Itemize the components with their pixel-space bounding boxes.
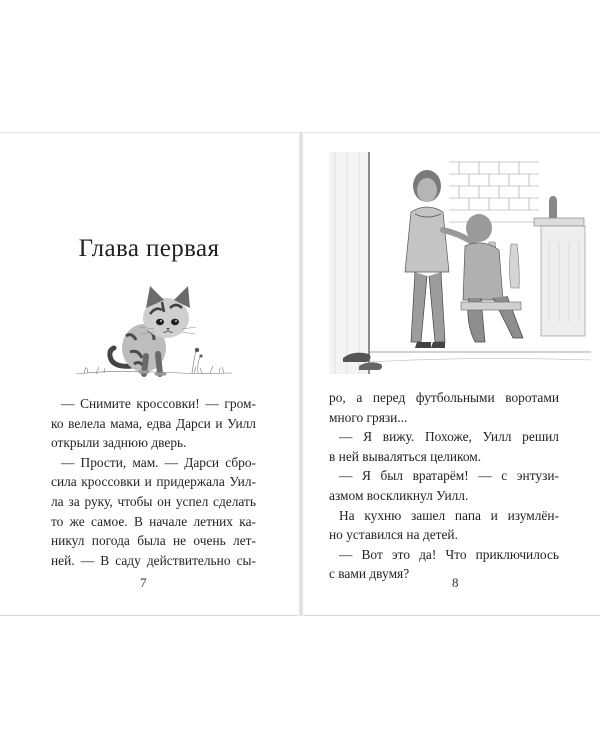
text-line: ро, а перед футбольными воротами	[329, 390, 559, 405]
text-line: азмом воскликнул Уилл.	[329, 487, 469, 503]
right-page	[304, 132, 600, 616]
text-line: — Вот это да! Что приключилось	[339, 546, 559, 562]
children-illustration	[329, 152, 591, 374]
text-line: но уставился на детей.	[329, 527, 458, 543]
page-number: 8	[452, 575, 459, 590]
text-line: никул погода была не очень лет-	[51, 533, 256, 549]
text-line: открыли заднюю дверь.	[51, 435, 187, 451]
text-line: — Я был вратарём! — с энтузи-	[339, 468, 559, 484]
text-line: На кухню зашел папа и изумлён-	[339, 507, 559, 523]
left-page	[0, 132, 298, 616]
text-line: с вами двумя?	[329, 566, 410, 582]
text-line: много грязи...	[329, 409, 408, 425]
text-line: — Снимите кроссовки! — гром-	[61, 396, 256, 411]
chapter-title: Глава первая	[78, 235, 220, 262]
right-body-text	[329, 388, 559, 584]
text-line: — Я вижу. Похоже, Уилл решил	[339, 429, 559, 445]
page-number: 7	[140, 575, 147, 590]
text-line: ко велела мама, едва Дарси и Уилл	[51, 415, 256, 431]
text-line: то же самое. В начале летних ка-	[51, 513, 256, 529]
text-line: сила кроссовки и придержала Уил-	[51, 474, 256, 490]
kitten-illustration	[74, 274, 234, 386]
left-body-text	[51, 394, 256, 570]
text-line: в ней вываляться целиком.	[329, 448, 482, 464]
text-line: ла за руку, чтобы он успел сделать	[51, 493, 256, 509]
text-line: ней. — В саду действительно сы-	[51, 552, 256, 568]
text-line: — Прости, мам. — Дарси сбро-	[61, 454, 256, 470]
